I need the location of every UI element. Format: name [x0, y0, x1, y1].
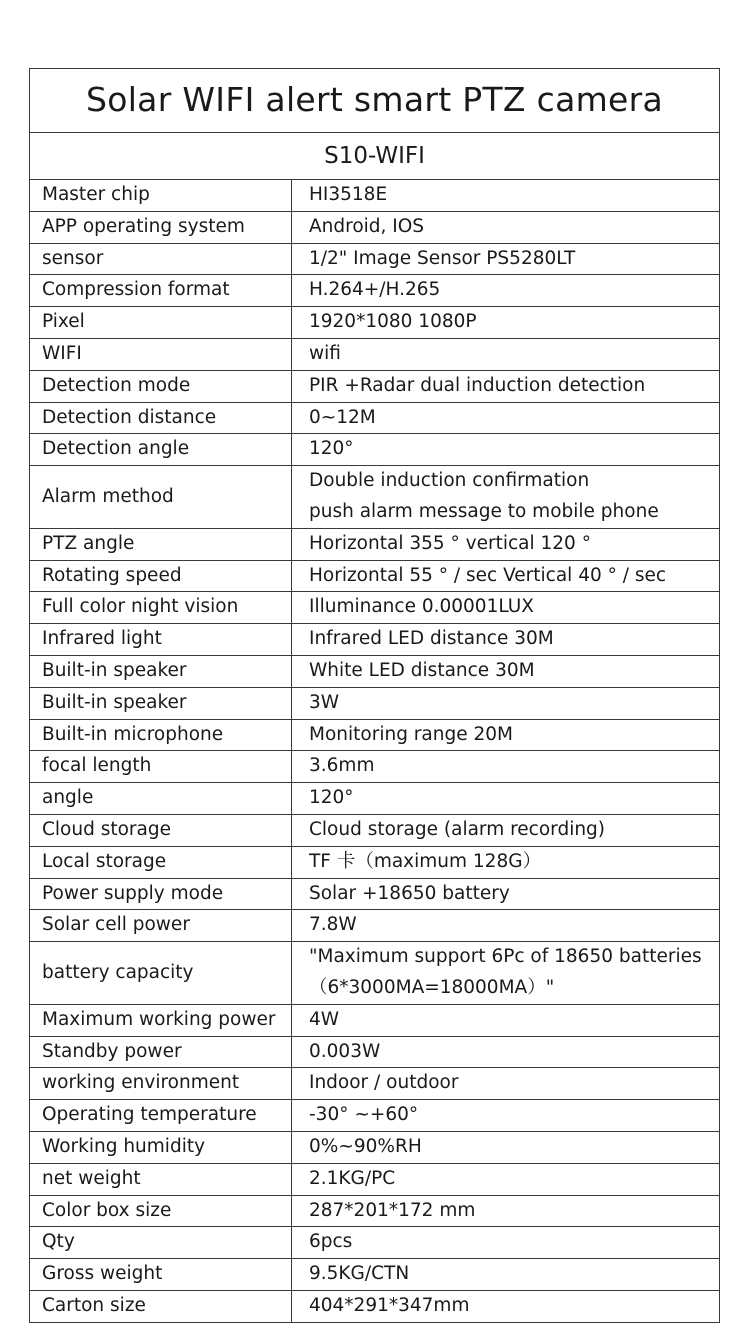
spec-value: [292, 814, 720, 846]
spec-label: WIFI: [30, 338, 292, 370]
spec-row: [30, 1131, 720, 1163]
spec-value: [292, 687, 720, 719]
spec-label: Operating temperature: [30, 1100, 292, 1132]
spec-label: APP operating system: [30, 211, 292, 243]
spec-value-line: 1920*1080 1080P: [309, 311, 477, 333]
spec-value: [292, 624, 720, 656]
spec-value-line: Illuminance 0.00001LUX: [309, 596, 534, 618]
spec-value: [292, 1100, 720, 1132]
spec-value-line: wifi: [309, 342, 341, 364]
spec-label: Gross weight: [30, 1259, 292, 1291]
spec-label: Master chip: [30, 180, 292, 212]
spec-row: [30, 751, 720, 783]
spec-row: [30, 1068, 720, 1100]
spec-row: [30, 1227, 720, 1259]
spec-label: Detection angle: [30, 434, 292, 466]
spec-row: [30, 624, 720, 656]
spec-row: [30, 687, 720, 719]
spec-row: [30, 1004, 720, 1036]
spec-value: [292, 846, 720, 878]
spec-value-line: 4W: [309, 1008, 340, 1030]
spec-value-line: Double induction confirmation: [309, 470, 590, 492]
spec-value-line: 0%~90%RH: [309, 1135, 422, 1157]
spec-label: Local storage: [30, 846, 292, 878]
spec-value: [292, 307, 720, 339]
spec-label: net weight: [30, 1163, 292, 1195]
spec-value: [292, 370, 720, 402]
spec-value: [292, 560, 720, 592]
spec-row: [30, 910, 720, 942]
spec-row: [30, 592, 720, 624]
spec-value-line: 9.5KG/CTN: [309, 1263, 410, 1285]
spec-label: Detection distance: [30, 402, 292, 434]
spec-value: [292, 275, 720, 307]
spec-value: [292, 211, 720, 243]
spec-label: Infrared light: [30, 624, 292, 656]
spec-value-line: 2.1KG/PC: [309, 1167, 396, 1189]
spec-value-line: 287*201*172 mm: [309, 1199, 476, 1221]
spec-label: Alarm method: [30, 466, 292, 529]
spec-value-line: push alarm message to mobile phone: [309, 500, 659, 522]
spec-label: Cloud storage: [30, 814, 292, 846]
spec-value: [292, 942, 720, 1005]
spec-value: [292, 719, 720, 751]
model-row: [30, 133, 720, 180]
spec-value-line: 3W: [309, 691, 340, 713]
spec-row: [30, 560, 720, 592]
spec-value: [292, 1131, 720, 1163]
spec-value-line: Cloud storage (alarm recording): [309, 818, 606, 840]
spec-value-line: 120°: [309, 787, 354, 809]
spec-value: [292, 1068, 720, 1100]
spec-row: [30, 338, 720, 370]
spec-row: [30, 1290, 720, 1322]
spec-value-line: 0~12M: [309, 406, 376, 428]
spec-row: [30, 783, 720, 815]
spec-label: angle: [30, 783, 292, 815]
spec-row: [30, 1036, 720, 1068]
spec-label: Compression format: [30, 275, 292, 307]
spec-row: [30, 1259, 720, 1291]
spec-label: Built-in microphone: [30, 719, 292, 751]
spec-value: [292, 783, 720, 815]
spec-row: [30, 307, 720, 339]
spec-row: [30, 1195, 720, 1227]
spec-label: Carton size: [30, 1290, 292, 1322]
spec-label: focal length: [30, 751, 292, 783]
spec-value-line: HI3518E: [309, 184, 388, 205]
spec-value: [292, 528, 720, 560]
spec-value-line: 6pcs: [309, 1231, 353, 1253]
spec-value: [292, 592, 720, 624]
spec-label: Rotating speed: [30, 560, 292, 592]
spec-value: [292, 1004, 720, 1036]
spec-label: Full color night vision: [30, 592, 292, 624]
spec-value: [292, 1259, 720, 1291]
spec-value-line: 7.8W: [309, 914, 357, 936]
spec-value-line: 120°: [309, 438, 354, 460]
spec-row: [30, 655, 720, 687]
spec-label: Power supply mode: [30, 878, 292, 910]
spec-value-line: Indoor / outdoor: [309, 1072, 459, 1094]
spec-row: [30, 1163, 720, 1195]
spec-label: Qty: [30, 1227, 292, 1259]
spec-label: Built-in speaker: [30, 655, 292, 687]
spec-value: [292, 338, 720, 370]
spec-value: [292, 434, 720, 466]
spec-row: [30, 402, 720, 434]
spec-label: Standby power: [30, 1036, 292, 1068]
spec-value: [292, 655, 720, 687]
spec-value: [292, 1227, 720, 1259]
spec-value-line: H.264+/H.265: [309, 279, 441, 301]
spec-value: [292, 180, 720, 212]
spec-value-line: Monitoring range 20M: [309, 723, 513, 745]
spec-row: [30, 719, 720, 751]
spec-value-line: "Maximum support 6Pc of 18650 batteries: [309, 946, 702, 968]
spec-value-line: PIR +Radar dual induction detection: [309, 374, 646, 396]
spec-value-line: Solar +18650 battery: [309, 882, 510, 904]
spec-value-line: （6*3000MA=18000MA）": [309, 976, 555, 998]
spec-row: [30, 275, 720, 307]
spec-value-line: Android, IOS: [309, 215, 425, 237]
spec-label: Detection mode: [30, 370, 292, 402]
spec-label: PTZ angle: [30, 528, 292, 560]
spec-row: [30, 814, 720, 846]
spec-row: [30, 211, 720, 243]
spec-value: [292, 878, 720, 910]
spec-label: Color box size: [30, 1195, 292, 1227]
spec-row: [30, 180, 720, 212]
spec-row: [30, 434, 720, 466]
spec-value-line: 1/2" Image Sensor PS5280LT: [309, 247, 576, 269]
spec-value: [292, 1036, 720, 1068]
spec-label: Built-in speaker: [30, 687, 292, 719]
spec-value-line: TF 卡（maximum 128G）: [309, 850, 542, 872]
spec-value: [292, 910, 720, 942]
spec-row: [30, 942, 720, 1005]
spec-row: [30, 466, 720, 529]
spec-row: [30, 846, 720, 878]
spec-table-body: [30, 69, 720, 1323]
spec-value-line: 404*291*347mm: [309, 1294, 470, 1316]
spec-table: [29, 68, 720, 1323]
spec-label: Working humidity: [30, 1131, 292, 1163]
title-row: [30, 69, 720, 133]
spec-value: [292, 466, 720, 529]
spec-value-line: Horizontal 55 ° / sec Vertical 40 ° / sec: [309, 564, 667, 586]
spec-value-line: White LED distance 30M: [309, 659, 535, 681]
spec-row: [30, 878, 720, 910]
spec-label: battery capacity: [30, 942, 292, 1005]
model-name: S10-WIFI: [30, 133, 720, 180]
spec-value: [292, 751, 720, 783]
spec-sheet: [29, 68, 719, 1323]
spec-row: [30, 370, 720, 402]
spec-row: [30, 1100, 720, 1132]
page-title: Solar WIFI alert smart PTZ camera: [30, 69, 720, 133]
spec-value: [292, 1195, 720, 1227]
spec-label: Maximum working power: [30, 1004, 292, 1036]
spec-value-line: Infrared LED distance 30M: [309, 628, 554, 650]
spec-value: [292, 1163, 720, 1195]
spec-row: [30, 528, 720, 560]
spec-value: [292, 243, 720, 275]
spec-row: [30, 243, 720, 275]
spec-label: Pixel: [30, 307, 292, 339]
spec-value: [292, 1290, 720, 1322]
spec-label: sensor: [30, 243, 292, 275]
spec-label: Solar cell power: [30, 910, 292, 942]
spec-value-line: Horizontal 355 ° vertical 120 °: [309, 532, 591, 554]
spec-value: [292, 402, 720, 434]
spec-label: working environment: [30, 1068, 292, 1100]
spec-value-line: -30° ~+60°: [309, 1104, 419, 1126]
spec-value-line: 3.6mm: [309, 755, 375, 777]
spec-value-line: 0.003W: [309, 1040, 381, 1062]
